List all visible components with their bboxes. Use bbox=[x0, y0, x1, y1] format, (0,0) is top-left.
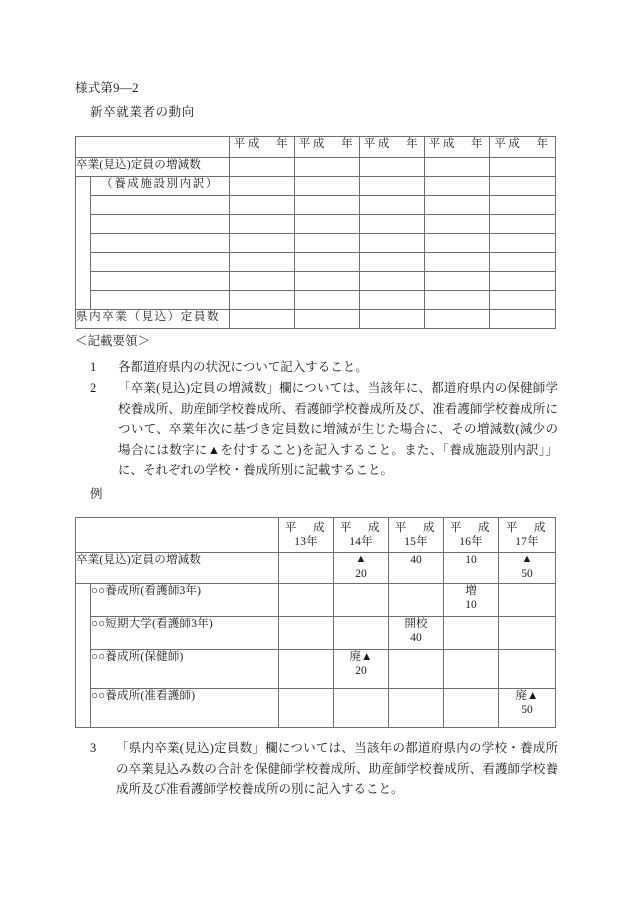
data-cell[interactable] bbox=[360, 196, 425, 215]
data-cell bbox=[499, 650, 556, 689]
column-header-year: 平成 年 bbox=[360, 137, 425, 158]
data-cell[interactable] bbox=[490, 253, 556, 272]
data-cell[interactable] bbox=[425, 234, 490, 253]
table-row bbox=[76, 234, 556, 253]
data-cell bbox=[334, 617, 389, 650]
table-row bbox=[76, 253, 556, 272]
column-header-year bbox=[279, 518, 334, 553]
data-cell bbox=[279, 553, 334, 584]
data-cell[interactable] bbox=[295, 234, 360, 253]
data-cell bbox=[334, 689, 389, 728]
row-label-input[interactable] bbox=[91, 253, 230, 272]
data-cell bbox=[389, 584, 444, 617]
era-label: 平 成 bbox=[339, 522, 383, 534]
data-cell[interactable] bbox=[230, 196, 295, 215]
data-cell[interactable] bbox=[230, 177, 295, 196]
instruction-text: 「県内卒業(見込)定員数」欄については、当該年の都道府県内の学校・養成所の卒業見込み数の合計を保健師学校養成所、助産師学校養成所、看護師学校養成所及び准看護師学校養成所の別に記入すること。 bbox=[116, 741, 558, 796]
table-row bbox=[76, 196, 556, 215]
table-row bbox=[76, 137, 556, 158]
column-header-year bbox=[334, 518, 389, 553]
data-cell bbox=[499, 689, 556, 728]
value-line-2: 40 bbox=[410, 632, 422, 645]
example-label: 例 bbox=[90, 487, 103, 501]
row-label-school: ○○養成所(准看護師) bbox=[91, 689, 279, 728]
column-header-year: 平成 年 bbox=[490, 137, 556, 158]
data-cell[interactable] bbox=[425, 196, 490, 215]
data-cell[interactable] bbox=[425, 158, 490, 177]
data-cell[interactable] bbox=[295, 310, 360, 329]
table-row bbox=[76, 291, 556, 310]
row-label-school: ○○短期大学(看護師3年) bbox=[91, 617, 279, 650]
data-cell bbox=[499, 617, 556, 650]
row-label-breakdown: （養成施設別内訳） bbox=[91, 177, 230, 196]
instruction-text: 各都道府県内の状況について記入すること。 bbox=[118, 360, 368, 374]
data-cell[interactable] bbox=[490, 234, 556, 253]
data-cell[interactable] bbox=[425, 310, 490, 329]
value-line-2: 20 bbox=[355, 665, 367, 678]
value-line-2: 50 bbox=[521, 704, 533, 717]
header-corner-cell bbox=[76, 137, 230, 158]
data-cell bbox=[444, 689, 499, 728]
data-cell[interactable] bbox=[230, 158, 295, 177]
row-label-input[interactable] bbox=[91, 196, 230, 215]
data-cell[interactable] bbox=[295, 215, 360, 234]
data-cell bbox=[444, 617, 499, 650]
table-row bbox=[76, 177, 556, 196]
era-label: 平 成 bbox=[284, 522, 328, 534]
data-cell[interactable] bbox=[425, 272, 490, 291]
data-cell bbox=[279, 689, 334, 728]
example-table bbox=[75, 517, 556, 728]
column-header-year: 平成 年 bbox=[425, 137, 490, 158]
instructions-heading: ＜記載要領＞ bbox=[75, 334, 151, 348]
data-cell[interactable] bbox=[230, 310, 295, 329]
data-cell[interactable] bbox=[360, 215, 425, 234]
data-cell bbox=[334, 553, 389, 584]
instruction-number: 1 bbox=[90, 360, 97, 374]
data-cell[interactable] bbox=[490, 196, 556, 215]
value-line-1: ▲ bbox=[521, 553, 533, 565]
data-cell[interactable] bbox=[295, 158, 360, 177]
table-row bbox=[76, 650, 556, 689]
data-cell bbox=[389, 689, 444, 728]
data-cell[interactable] bbox=[295, 272, 360, 291]
year-label: 16年 bbox=[459, 536, 483, 549]
table-row bbox=[76, 310, 556, 329]
row-label-prefecture-graduates: 県内卒業（見込）定員数 bbox=[76, 310, 230, 329]
data-cell[interactable] bbox=[295, 253, 360, 272]
blank-entry-table bbox=[75, 136, 556, 329]
data-cell bbox=[499, 553, 556, 584]
era-label: 平 成 bbox=[394, 522, 438, 534]
row-label-input[interactable] bbox=[91, 234, 230, 253]
form-number: 様式第9―2 bbox=[75, 81, 139, 95]
instruction-number: 2 bbox=[90, 381, 97, 395]
data-cell bbox=[444, 553, 499, 584]
instruction-item-1 bbox=[90, 357, 560, 378]
instruction-item-3 bbox=[90, 738, 558, 800]
value-line-1: 廃▲ bbox=[349, 651, 373, 663]
data-cell bbox=[444, 650, 499, 689]
page-title: 新卒就業者の動向 bbox=[90, 105, 195, 119]
data-cell[interactable] bbox=[230, 291, 295, 310]
year-label: 17年 bbox=[515, 536, 539, 549]
data-cell[interactable] bbox=[360, 310, 425, 329]
table-row bbox=[76, 518, 556, 553]
column-header-year bbox=[444, 518, 499, 553]
instruction-text: 「卒業(見込)定員の増減数」欄については、当該年に、都道府県内の保健師学校養成所、助産師学校養成所、看護師学校養成所及び、准看護師学校養成所について、卒業年次に基づき定員数に増減が生じた場合に、その増減数(減少の場合には数字に▲を付すること)を記入すること。また、「養成施設別内訳」」に、それぞれの学校・養成所別に記載すること。 bbox=[118, 381, 558, 477]
data-cell[interactable] bbox=[230, 253, 295, 272]
data-cell[interactable] bbox=[425, 253, 490, 272]
row-label-school: ○○養成所(看護師3年) bbox=[91, 584, 279, 617]
data-cell[interactable] bbox=[295, 291, 360, 310]
data-cell bbox=[334, 584, 389, 617]
data-cell[interactable] bbox=[425, 291, 490, 310]
data-cell bbox=[444, 584, 499, 617]
data-cell[interactable] bbox=[360, 253, 425, 272]
column-header-year bbox=[499, 518, 556, 553]
data-cell bbox=[499, 584, 556, 617]
indent-column bbox=[76, 177, 91, 310]
data-cell bbox=[389, 553, 444, 584]
year-label: 14年 bbox=[349, 536, 373, 549]
table-row bbox=[76, 553, 556, 584]
data-cell[interactable] bbox=[295, 196, 360, 215]
data-cell[interactable] bbox=[230, 272, 295, 291]
data-cell[interactable] bbox=[295, 177, 360, 196]
era-label: 平 成 bbox=[449, 522, 493, 534]
data-cell[interactable] bbox=[490, 310, 556, 329]
column-header-year: 平成 年 bbox=[230, 137, 295, 158]
table-row bbox=[76, 272, 556, 291]
data-cell[interactable] bbox=[360, 158, 425, 177]
data-cell[interactable] bbox=[425, 177, 490, 196]
table-row bbox=[76, 584, 556, 617]
value-line-2: 50 bbox=[521, 567, 533, 580]
data-cell bbox=[279, 650, 334, 689]
data-cell bbox=[279, 584, 334, 617]
year-label: 15年 bbox=[404, 536, 428, 549]
data-cell[interactable] bbox=[490, 291, 556, 310]
year-label: 13年 bbox=[294, 536, 318, 549]
value-line-2: 20 bbox=[355, 567, 367, 580]
value-line-2: 10 bbox=[465, 599, 477, 612]
data-cell[interactable] bbox=[490, 215, 556, 234]
column-header-year bbox=[389, 518, 444, 553]
value-line-1: 廃▲ bbox=[515, 690, 539, 702]
era-label: 平 成 bbox=[505, 522, 549, 534]
row-label-input[interactable] bbox=[91, 215, 230, 234]
data-cell[interactable] bbox=[360, 234, 425, 253]
data-cell[interactable] bbox=[360, 291, 425, 310]
value-line-1: 開校 bbox=[404, 618, 428, 630]
data-cell[interactable] bbox=[490, 158, 556, 177]
row-label-input[interactable] bbox=[91, 291, 230, 310]
row-label-total-change: 卒業(見込)定員の増減数 bbox=[76, 553, 279, 584]
instruction-item-2 bbox=[90, 378, 558, 481]
data-cell bbox=[334, 650, 389, 689]
data-cell bbox=[279, 617, 334, 650]
value-line-1: 10 bbox=[465, 554, 477, 566]
data-cell[interactable] bbox=[360, 177, 425, 196]
data-cell bbox=[389, 617, 444, 650]
column-header-year: 平成 年 bbox=[295, 137, 360, 158]
row-label-school: ○○養成所(保健師) bbox=[91, 650, 279, 689]
data-cell[interactable] bbox=[230, 234, 295, 253]
data-cell[interactable] bbox=[425, 215, 490, 234]
data-cell[interactable] bbox=[360, 272, 425, 291]
value-line-1: ▲ bbox=[355, 553, 367, 565]
value-line-1: 増 bbox=[465, 585, 477, 597]
table-row bbox=[76, 158, 556, 177]
data-cell bbox=[389, 650, 444, 689]
row-label-total-change: 卒業(見込)定員の増減数 bbox=[76, 158, 230, 177]
data-cell[interactable] bbox=[490, 272, 556, 291]
row-label-input[interactable] bbox=[91, 272, 230, 291]
table-row bbox=[76, 617, 556, 650]
instruction-number: 3 bbox=[90, 741, 97, 755]
value-line-1: 40 bbox=[410, 554, 422, 566]
header-corner-cell bbox=[76, 518, 279, 553]
indent-column bbox=[76, 584, 91, 728]
table-row bbox=[76, 215, 556, 234]
table-row bbox=[76, 689, 556, 728]
data-cell[interactable] bbox=[230, 215, 295, 234]
data-cell[interactable] bbox=[490, 177, 556, 196]
